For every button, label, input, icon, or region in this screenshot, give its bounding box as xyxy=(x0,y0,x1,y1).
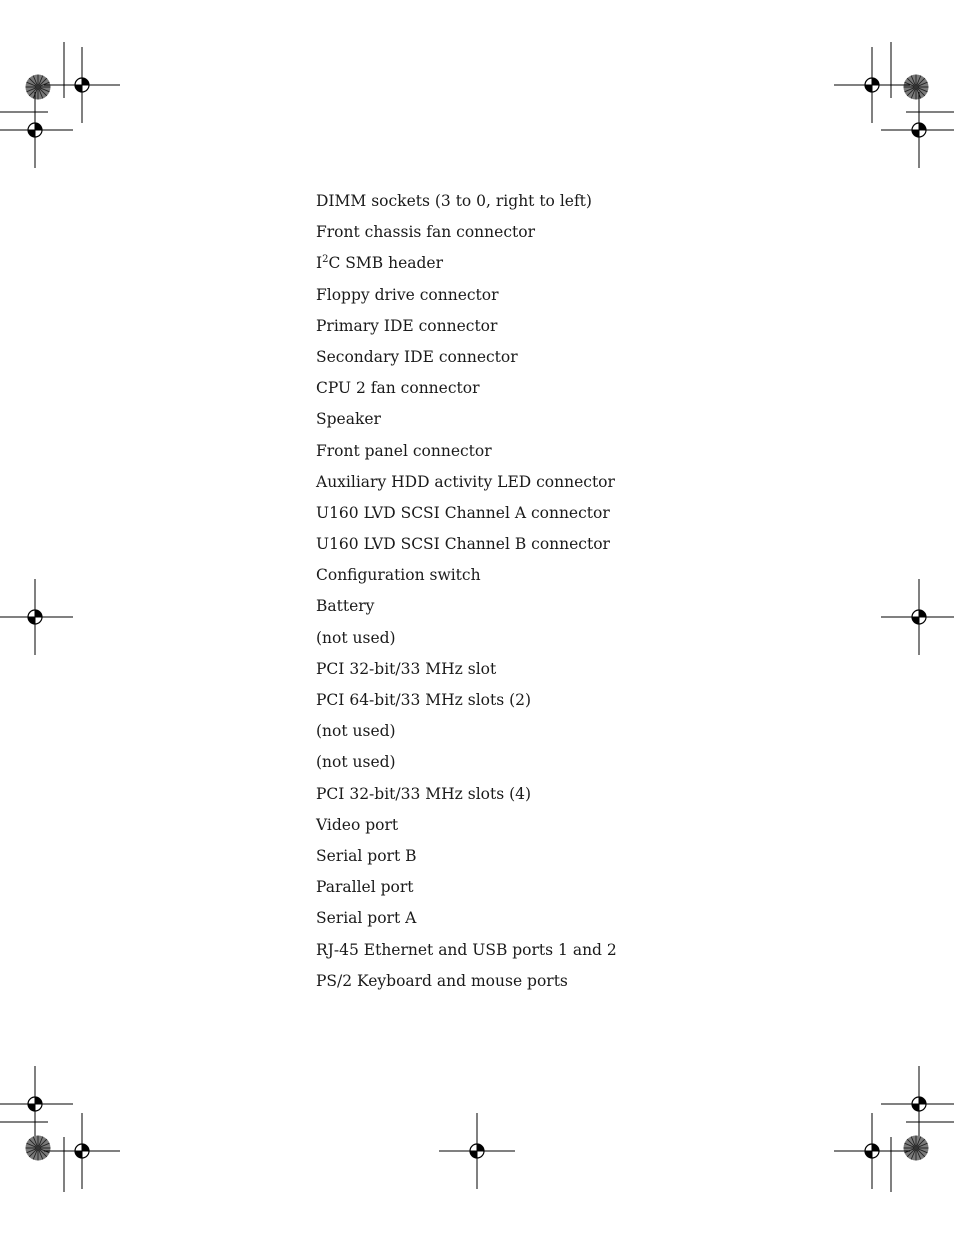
list-item-suffix: C SMB header xyxy=(328,254,443,273)
list-item: Serial port B xyxy=(316,846,417,865)
list-item: PCI 32-bit/33 MHz slots (4) xyxy=(316,784,532,803)
list-item: CPU 2 fan connector xyxy=(316,379,480,398)
registration-mark-bottom-center xyxy=(439,1113,515,1189)
list-item: U160 LVD SCSI Channel B connector xyxy=(316,535,610,554)
list-item: Battery xyxy=(316,597,375,616)
list-item: (not used) xyxy=(316,753,396,772)
list-item: Serial port A xyxy=(316,909,417,928)
list-item: U160 LVD SCSI Channel A connector xyxy=(316,503,610,522)
list-item: Speaker xyxy=(316,410,381,429)
component-list xyxy=(316,188,617,999)
superscript: 2 xyxy=(322,254,329,266)
list-item: DIMM sockets (3 to 0, right to left) xyxy=(316,192,592,210)
registration-mark-top-right xyxy=(834,42,954,168)
list-item xyxy=(316,250,617,281)
list-item: Secondary IDE connector xyxy=(316,347,518,366)
registration-mark-middle-left xyxy=(0,579,73,655)
list-item: Front panel connector xyxy=(316,441,492,460)
registration-mark-bottom-left xyxy=(0,1066,120,1192)
list-item: PCI 64-bit/33 MHz slots (2) xyxy=(316,691,532,709)
list-item: Floppy drive connector xyxy=(316,285,499,304)
list-item: PCI 32-bit/33 MHz slot xyxy=(316,659,497,678)
list-item: Auxiliary HDD activity LED connector xyxy=(316,472,615,491)
list-item: Primary IDE connector xyxy=(316,316,498,335)
list-item: PS/2 Keyboard and mouse ports xyxy=(316,971,568,990)
list-item: Front chassis fan connector xyxy=(316,223,535,242)
registration-mark-top-left xyxy=(0,42,120,168)
registration-mark-bottom-right xyxy=(834,1066,954,1192)
list-item-prefix: I xyxy=(316,254,323,273)
list-item: (not used) xyxy=(316,722,396,741)
list-item: RJ-45 Ethernet and USB ports 1 and 2 xyxy=(316,940,617,959)
list-item: Configuration switch xyxy=(316,566,481,585)
list-item: Parallel port xyxy=(316,878,414,897)
list-item: (not used) xyxy=(316,628,396,647)
registration-mark-middle-right xyxy=(881,579,954,655)
list-item: Video port xyxy=(316,815,399,834)
